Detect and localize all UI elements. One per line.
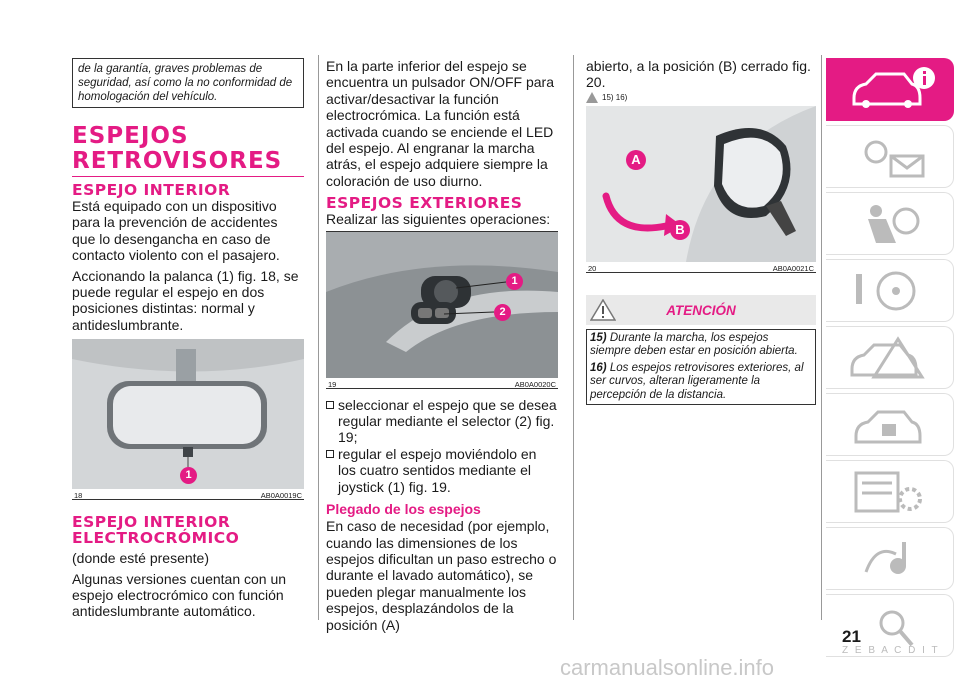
tab-maintenance[interactable]: [826, 393, 954, 456]
column-3: [586, 58, 816, 405]
exterior-mirror-illustration: [586, 106, 816, 262]
safety-airbag-icon: [846, 199, 936, 249]
paragraph-folding-cont: abierto, a la posición (B) cerrado fig. 20.: [586, 58, 811, 91]
warning-lights-icon: [846, 132, 936, 182]
paragraph-electrochromic: Algunas versiones cuentan con un espejo electrocrómico con función antideslumbrante automático.: [72, 570, 287, 620]
bullet-adjust-mirror: [326, 446, 558, 495]
warranty-note: de la garantía, graves problemas de seguridad, así como la no conformidad de homologación del vehículo.: [72, 58, 304, 108]
attention-title: ATENCIÓN: [666, 302, 736, 318]
callout-1: 1: [506, 273, 523, 290]
column-2: [326, 58, 558, 633]
warning-text: Durante la marcha, los espejos siempre deben estar en posición abierta.: [590, 331, 798, 358]
figure-20-caption: [586, 262, 816, 273]
technical-data-icon: [846, 467, 936, 517]
tab-technical-data[interactable]: [826, 460, 954, 523]
warning-refs: [586, 92, 816, 103]
bullet-text: regular el espejo moviéndolo en los cuatro sentidos mediante el joystick (1) fig. 19.: [338, 445, 537, 495]
column-divider: [318, 55, 319, 620]
figure-number: 19: [328, 379, 337, 389]
tab-starting-driving[interactable]: [826, 259, 954, 322]
chapter-tabs: [826, 58, 954, 661]
heading-electrochromic: ESPEJO INTERIOR ELECTROCRÓMICO: [72, 513, 240, 548]
figure-code: AB0A0021C: [772, 263, 814, 273]
figure-19-mirror-controls: [326, 232, 558, 378]
starting-driving-icon: [846, 266, 936, 316]
warning-text: Los espejos retrovisores exteriores, al ser curvos, alteran ligeramente la percepción de la distancia.: [590, 361, 804, 401]
tab-safety[interactable]: [826, 192, 954, 255]
index-letters: Z E B A C D I T: [842, 645, 940, 656]
title-rule: [72, 176, 304, 177]
tab-car-info[interactable]: [826, 58, 954, 121]
attention-body: [586, 329, 816, 406]
figure-19-caption: [326, 378, 558, 389]
heading-folding: Plegado de los espejos: [326, 501, 481, 518]
maintenance-icon: [846, 400, 936, 450]
section-title: ESPEJOS RETROVISORES: [72, 123, 283, 174]
joystick-illustration: [326, 232, 558, 378]
figure-code: AB0A0020C: [514, 379, 556, 389]
paragraph-where-present: (donde esté presente): [72, 550, 209, 567]
paragraph-interior-2: Accionando la palanca (1) fig. 18, se puede regular el espejo en dos posiciones distintas: normal y antideslumbrante.: [72, 267, 299, 333]
tab-warning-lights[interactable]: [826, 125, 954, 188]
warning-triangle-icon: [586, 92, 598, 103]
multimedia-icon: [846, 534, 936, 584]
sidebar-divider: [821, 55, 822, 620]
emergency-icon: [846, 333, 936, 383]
car-info-icon: [846, 64, 936, 114]
figure-20-mirror-fold: [586, 106, 816, 262]
column-divider: [573, 55, 574, 620]
refs-text: 15) 16): [602, 92, 628, 102]
warning-number: 15): [590, 331, 607, 344]
callout-1: 1: [180, 467, 197, 484]
heading-exterior-mirrors: ESPEJOS EXTERIORES: [326, 194, 523, 213]
label-a: A: [626, 150, 646, 170]
attention-header: [586, 295, 816, 325]
bullet-select-mirror: [326, 397, 558, 446]
figure-code: AB0A0019C: [260, 491, 302, 501]
figure-18-interior-mirror: [72, 339, 304, 489]
tab-multimedia[interactable]: [826, 527, 954, 590]
tab-emergency[interactable]: [826, 326, 954, 389]
paragraph-interior-1: Está equipado con un dispositivo para la prevención de accidentes que lo desengancha en caso de contacto violento con el pasajero.: [72, 198, 280, 264]
bullet-square-icon: [326, 401, 334, 409]
figure-number: 18: [74, 491, 83, 501]
column-1: [72, 58, 304, 620]
warning-number: 16): [590, 361, 607, 374]
warning-15: [590, 332, 812, 359]
bullet-text: seleccionar el espejo que se desea regular mediante el selector (2) fig. 19;: [338, 396, 557, 446]
paragraph-folding: En caso de necesidad (por ejemplo, cuando las dimensiones de los espejos dificultan un paso estrecho o durante el lavado automático), se pueden plegar manualmente los espejos, desplazándolos de la posición (A): [326, 518, 557, 633]
paragraph-led-button: En la parte inferior del espejo se encuentra un pulsador ON/OFF para activar/desactivar la función electrocrómica. La función está activada cuando se enciende el LED del espejo. Al engranar la marcha atrás, el espejo adquiere siempre la coloración de uso diurno.: [326, 58, 555, 189]
warning-16: [590, 362, 812, 403]
watermark: carmanualsonline.info: [560, 655, 775, 680]
label-b: B: [670, 220, 690, 240]
figure-number: 20: [588, 263, 597, 273]
page-number: 21: [842, 627, 861, 646]
paragraph-operations: Realizar las siguientes operaciones:: [326, 211, 551, 228]
callout-2: 2: [494, 304, 511, 321]
figure-18-caption: [72, 489, 304, 500]
tab-index[interactable]: [826, 594, 954, 657]
bullet-square-icon: [326, 450, 334, 458]
heading-interior-mirror: ESPEJO INTERIOR: [72, 181, 231, 199]
